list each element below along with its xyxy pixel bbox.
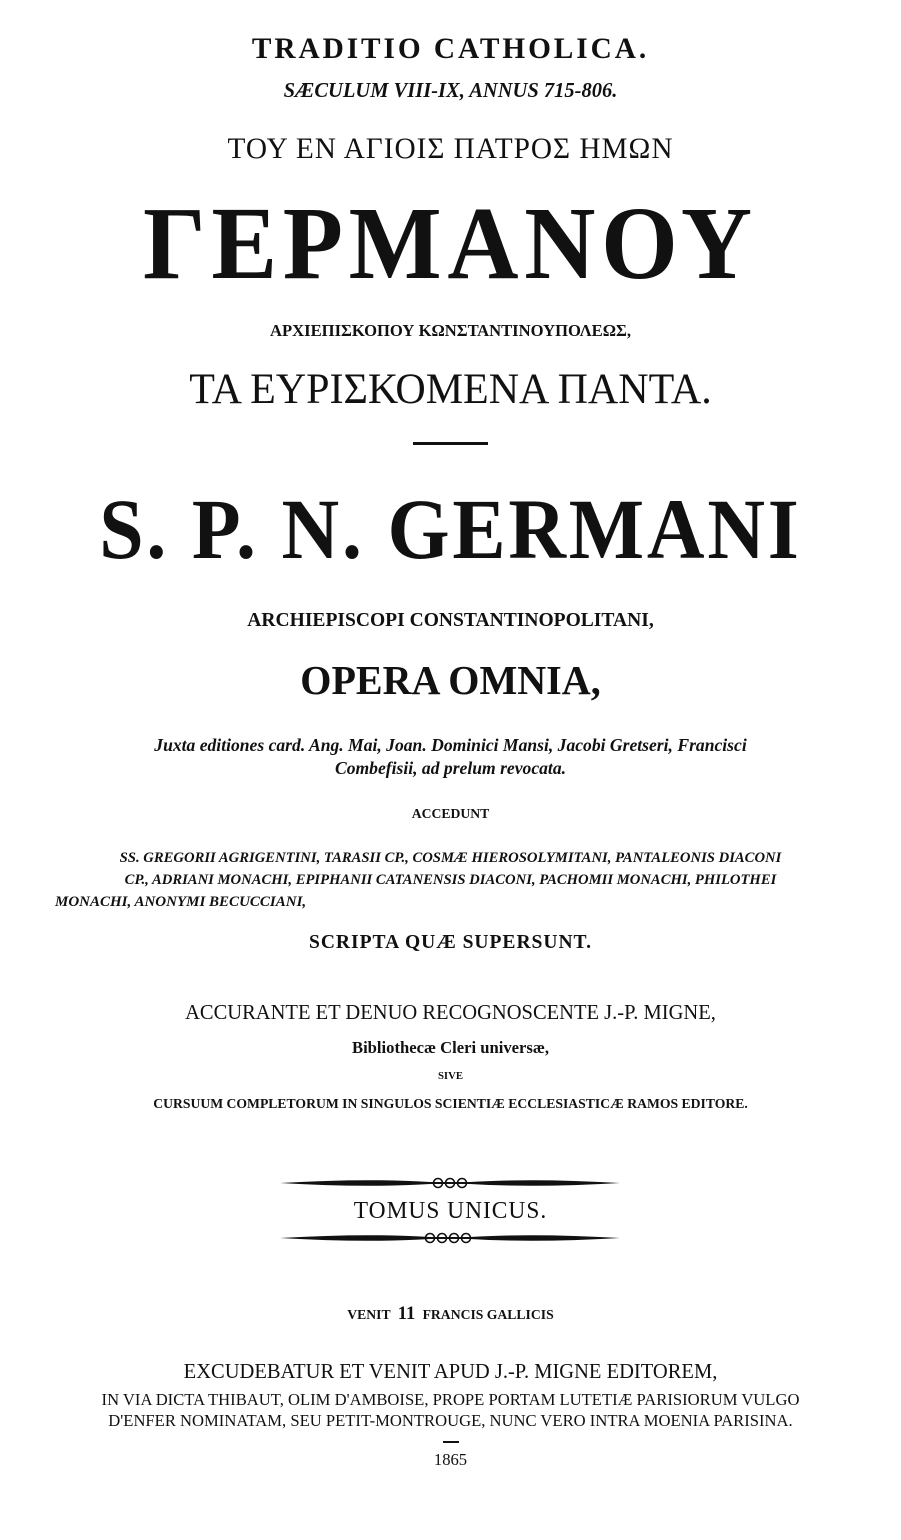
greek-intro: ΤΟΥ ΕΝ ΑΓΙΟΙΣ ΠΑΤΡΟΣ ΗΜΩΝ xyxy=(227,132,674,165)
imprint-line-3: D'ENFER NOMINATAM, SEU PETIT-MONTROUGE, NUNC VERO INTRA MOENIA PARISINA. xyxy=(108,1411,793,1430)
price-currency: FRANCIS GALLICIS xyxy=(422,1308,554,1323)
series-title: TRADITIO CATHOLICA. xyxy=(251,32,650,65)
imprint-line-1: EXCUDEBATUR ET VENIT APUD J.-P. MIGNE EDITOREM, xyxy=(183,1359,718,1383)
authors-line-3: MONACHI, ANONYMI BECUCCIANI, xyxy=(55,894,307,910)
authors-line-1: SS. GREGORII AGRIGENTINI, TARASII CP., COSMÆ HIEROSOLYMITANI, PANTALEONIS DIACONI xyxy=(119,850,782,866)
price-venit: VENIT xyxy=(347,1308,391,1323)
greek-works: ΤΑ ΕΥΡΙΣΚΟΜΕΝΑ ΠΑΝΤΑ. xyxy=(189,366,712,413)
editor-line-1: ACCURANTE ET DENUO RECOGNOSCENTE J.-P. MIGNE, xyxy=(185,1000,716,1024)
authors-line-2: CP., ADRIANI MONACHI, EPIPHANII CATANENSIS DIACONI, PACHOMII MONACHI, PHILOTHEI xyxy=(124,872,777,888)
year-rule xyxy=(443,1441,459,1443)
ornament-rule-bottom xyxy=(280,1229,620,1247)
latin-office: ARCHIEPISCOPI CONSTANTINOPOLITANI, xyxy=(247,609,654,631)
greek-office: ΑΡΧΙΕΠΙΣΚΟΠΟΥ ΚΩΝΣΤΑΝΤΙΝΟΥΠΟΛΕΩΣ, xyxy=(269,321,632,340)
price-line xyxy=(10,1304,890,1323)
divider-rule xyxy=(413,442,488,445)
editor-line-3: SIVE xyxy=(437,1070,464,1082)
accedunt-label: ACCEDUNT xyxy=(411,807,490,822)
editor-line-4: CURSUUM COMPLETORUM IN SINGULOS SCIENTIÆ ECCLESIASTICÆ RAMOS EDITORE. xyxy=(153,1097,748,1112)
scripta-line: SCRIPTA QUÆ SUPERSUNT. xyxy=(309,931,592,953)
ornament-rule-top xyxy=(280,1174,620,1192)
publication-year: 1865 xyxy=(433,1450,468,1469)
latin-works: OPERA OMNIA, xyxy=(300,657,601,703)
imprint-line-2: IN VIA DICTA THIBAUT, OLIM D'AMBOISE, PROPE PORTAM LUTETIÆ PARISIORUM VULGO xyxy=(101,1390,800,1409)
period-line: SÆCULUM VIII-IX, ANNUS 715-806. xyxy=(283,78,618,102)
price-amount: 11 xyxy=(397,1303,416,1324)
latin-author-name: S. P. N. GERMANI xyxy=(99,481,802,577)
tomus-label: TOMUS UNICUS. xyxy=(353,1198,548,1224)
editions-line-2: Combefisii, ad prelum revocata. xyxy=(334,758,567,778)
editions-line-1: Juxta editiones card. Ang. Mai, Joan. Dominici Mansi, Jacobi Gretseri, Francisci xyxy=(154,735,747,755)
greek-author-name: ΓΕΡΜΑΝΟΥ xyxy=(143,186,758,301)
editor-line-2: Bibliothecæ Cleri universæ, xyxy=(351,1038,549,1057)
